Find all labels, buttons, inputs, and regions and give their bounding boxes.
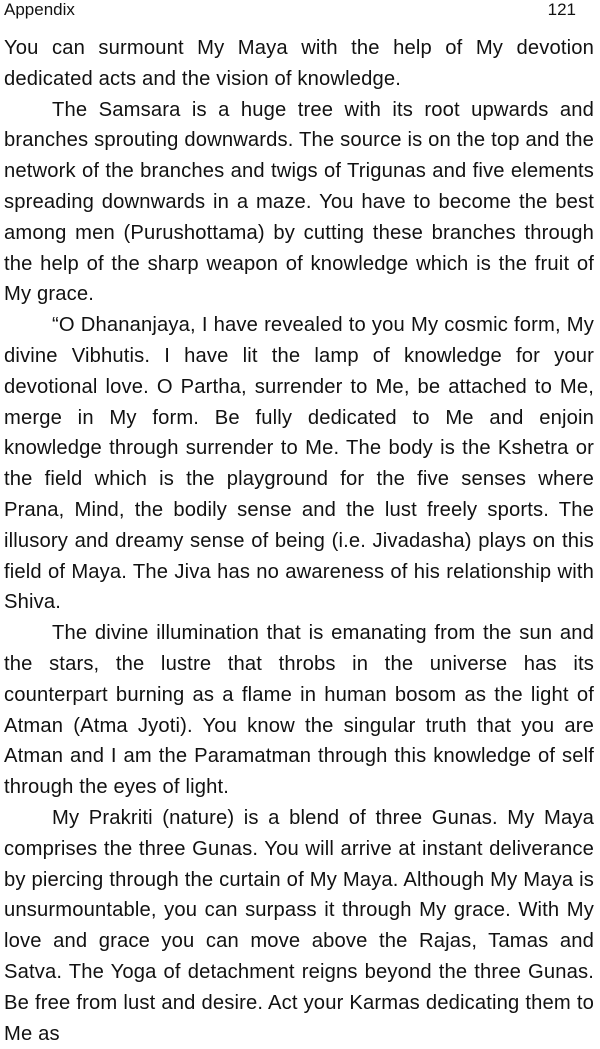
paragraph-3: “O Dhananjaya, I have revealed to you My cosmic form, My divine Vibhutis. I have lit the lamp of knowledge for your devotional love. O Partha, surrender to Me, be attached to Me, merge in My form. Be fully dedicated to Me and enjoin knowledge through surrender to Me. The body is the Kshetra or the field which is the playground for the five senses where Prana, Mind, the bodily sense and the lust freely sports. The illusory and dreamy sense of being (i.e. Jivadasha) plays on this field of Maya. The Jiva has no awareness of his relationship with Shiva. [4,314,594,614]
paragraph-4: The divine illumination that is emanating from the sun and the stars, the lustre that throbs in the universe has its counterpart burning as a flame in human bosom as the light of Atman (Atma Jyoti). You know the singular truth that you are Atman and I am the Paramatman through this knowledge of self through the eyes of light. [4,622,594,799]
paragraph-2: The Samsara is a huge tree with its root upwards and branches sprouting downwards. The source is on the top and the network of the branches and twigs of Trigunas and five elements spreading downwards in a maze. You have to become the best among men (Purushottama) by cutting these branches through the help of the sharp weapon of knowledge which is the fruit of My grace. [4,98,594,306]
section-title: Appendix [4,0,75,19]
paragraph-1: You can surmount My Maya with the help of My devotion dedicated acts and the vision of knowledge. [4,37,594,90]
body-text [4,33,594,1049]
page-number: 121 [547,0,576,19]
running-header [4,0,576,22]
paragraph-5: My Prakriti (nature) is a blend of three Gunas. My Maya comprises the three Gunas. You will arrive at instant deliverance by piercing through the curtain of My Maya. Although My Maya is unsurmountable, you can surpass it through My grace. With My love and grace you can move above the Rajas, Tamas and Satva. The Yoga of detachment reigns beyond the three Gunas. Be free from lust and desire. Act your Karmas dedicating them to Me as [4,806,594,1045]
